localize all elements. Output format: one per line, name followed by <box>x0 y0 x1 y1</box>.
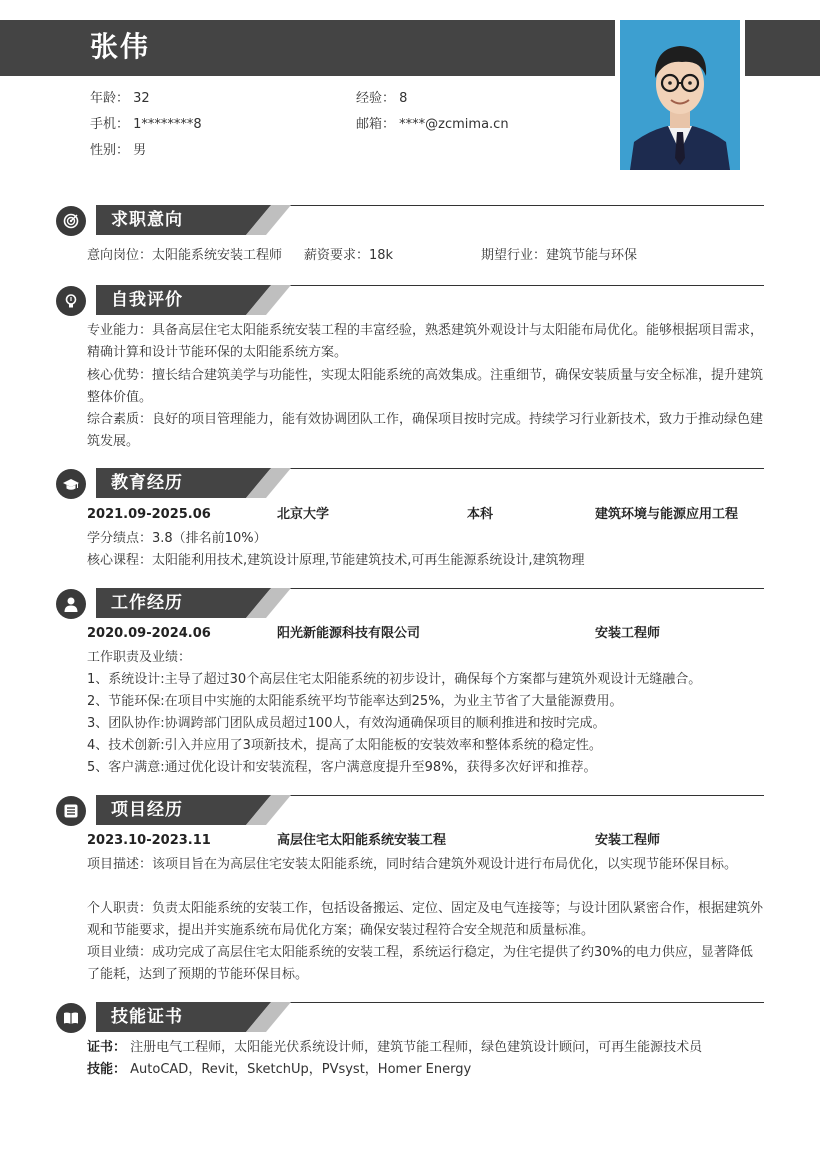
work-role: 安装工程师 <box>595 626 661 641</box>
intent-industry: 期望行业：建筑节能与环保 <box>481 248 638 263</box>
phone-field <box>90 116 202 134</box>
work-period: 2020.09-2024.06 <box>87 626 211 641</box>
education-gpa: 学分绩点：3.8（排名前10%） <box>87 531 267 546</box>
certificates-line <box>87 1037 702 1059</box>
work-item: 1、系统设计:主导了超过30个高层住宅太阳能系统的初步设计，确保每个方案都与建筑外观设计无缝融合。 <box>87 672 702 687</box>
self-quality: 综合素质：良好的项目管理能力，能有效协调团队工作，确保项目按时完成。持续学习行业新技术，致力于推动绿色建筑发展。 <box>87 412 764 449</box>
work-item: 3、团队协作:协调跨部门团队成员超过100人，有效沟通确保项目的顺利推进和按时完成。 <box>87 716 606 731</box>
certificates-label: 证书： <box>87 1040 127 1055</box>
email-field <box>356 116 509 134</box>
project-duty: 个人职责：负责太阳能系统的安装工作，包括设备搬运、定位、固定及电气连接等；与设计团队紧密合作，根据建筑外观和节能要求，提出并实施系统布局优化方案；确保安装过程符合安全规范和质量标准。 <box>87 901 764 938</box>
section-title-project: 项目经历 <box>111 800 183 820</box>
education-courses: 核心课程：太阳能利用技术,建筑设计原理,节能建筑技术,可再生能源系统设计,建筑物理 <box>87 553 585 568</box>
target-icon <box>56 206 86 236</box>
section-title-skills: 技能证书 <box>111 1007 183 1027</box>
skills-line <box>87 1059 471 1081</box>
experience-label: 经验： <box>356 91 396 106</box>
book-icon <box>56 1003 86 1033</box>
project-period: 2023.10-2023.11 <box>87 833 211 848</box>
section-header-project <box>56 795 764 829</box>
skills-value: AutoCAD，Revit，SketchUp，PVsyst，Homer Energy <box>130 1062 472 1077</box>
section-header-skills <box>56 1002 764 1036</box>
experience-field <box>356 90 407 108</box>
section-title-education: 教育经历 <box>111 473 183 493</box>
project-name: 高层住宅太阳能系统安装工程 <box>277 833 447 848</box>
project-role: 安装工程师 <box>595 833 661 848</box>
section-title-self: 自我评价 <box>111 290 183 310</box>
education-school: 北京大学 <box>277 507 330 522</box>
section-header-intent <box>56 205 764 239</box>
age-label: 年龄： <box>90 91 130 106</box>
certificates-value: 注册电气工程师，太阳能光伏系统设计师，建筑节能工程师，绿色建筑设计顾问，可再生能源技术员 <box>130 1040 703 1055</box>
education-degree: 本科 <box>467 507 494 522</box>
age-value: 32 <box>133 91 150 106</box>
phone-label: 手机： <box>90 117 130 132</box>
intent-salary: 薪资要求：18k <box>304 248 394 263</box>
self-advantage: 核心优势：擅长结合建筑美学与功能性，实现太阳能系统的高效集成。注重细节，确保安装质量与安全标准，提升建筑整体价值。 <box>87 368 764 405</box>
education-major: 建筑环境与能源应用工程 <box>595 507 739 522</box>
skills-label: 技能： <box>87 1062 127 1077</box>
lightbulb-icon <box>56 286 86 316</box>
graduation-cap-icon <box>56 469 86 499</box>
section-header-self <box>56 285 764 319</box>
age-field <box>90 90 150 108</box>
profile-photo <box>620 20 740 170</box>
gender-value: 男 <box>133 143 147 158</box>
work-item: 4、技术创新:引入并应用了3项新技术，提高了太阳能板的安装效率和整体系统的稳定性。 <box>87 738 602 753</box>
gender-label: 性别： <box>90 143 130 158</box>
candidate-name: 张伟 <box>90 30 151 63</box>
email-value: ****@zcmima.cn <box>399 117 509 132</box>
work-intro: 工作职责及业绩： <box>87 650 192 665</box>
list-icon <box>56 796 86 826</box>
work-item: 5、客户满意:通过优化设计和安装流程，客户满意度提升至98%，获得多次好评和推荐。 <box>87 760 597 775</box>
phone-value: 1********8 <box>133 117 202 132</box>
self-professional: 专业能力：具备高层住宅太阳能系统安装工程的丰富经验，熟悉建筑外观设计与太阳能布局优化。能够根据项目需求，精确计算和设计节能环保的太阳能系统方案。 <box>87 323 764 360</box>
education-period: 2021.09-2025.06 <box>87 507 211 522</box>
gender-field <box>90 142 146 160</box>
section-title-intent: 求职意向 <box>111 210 183 230</box>
section-header-work <box>56 588 764 622</box>
section-title-work: 工作经历 <box>111 593 183 613</box>
intent-position: 意向岗位：太阳能系统安装工程师 <box>87 248 283 263</box>
experience-value: 8 <box>399 91 408 106</box>
work-company: 阳光新能源科技有限公司 <box>277 626 421 641</box>
header-bar-right <box>745 20 820 76</box>
user-icon <box>56 589 86 619</box>
email-label: 邮箱： <box>356 117 396 132</box>
project-result: 项目业绩：成功完成了高层住宅太阳能系统的安装工程，系统运行稳定，为住宅提供了约30%的电力供应，显著降低了能耗，达到了预期的节能环保目标。 <box>87 945 753 982</box>
work-item: 2、节能环保:在项目中实施的太阳能系统平均节能率达到25%，为业主节省了大量能源费用。 <box>87 694 623 709</box>
section-header-education <box>56 468 764 502</box>
project-description: 项目描述：该项目旨在为高层住宅安装太阳能系统，同时结合建筑外观设计进行布局优化，以实现节能环保目标。 <box>87 857 738 872</box>
